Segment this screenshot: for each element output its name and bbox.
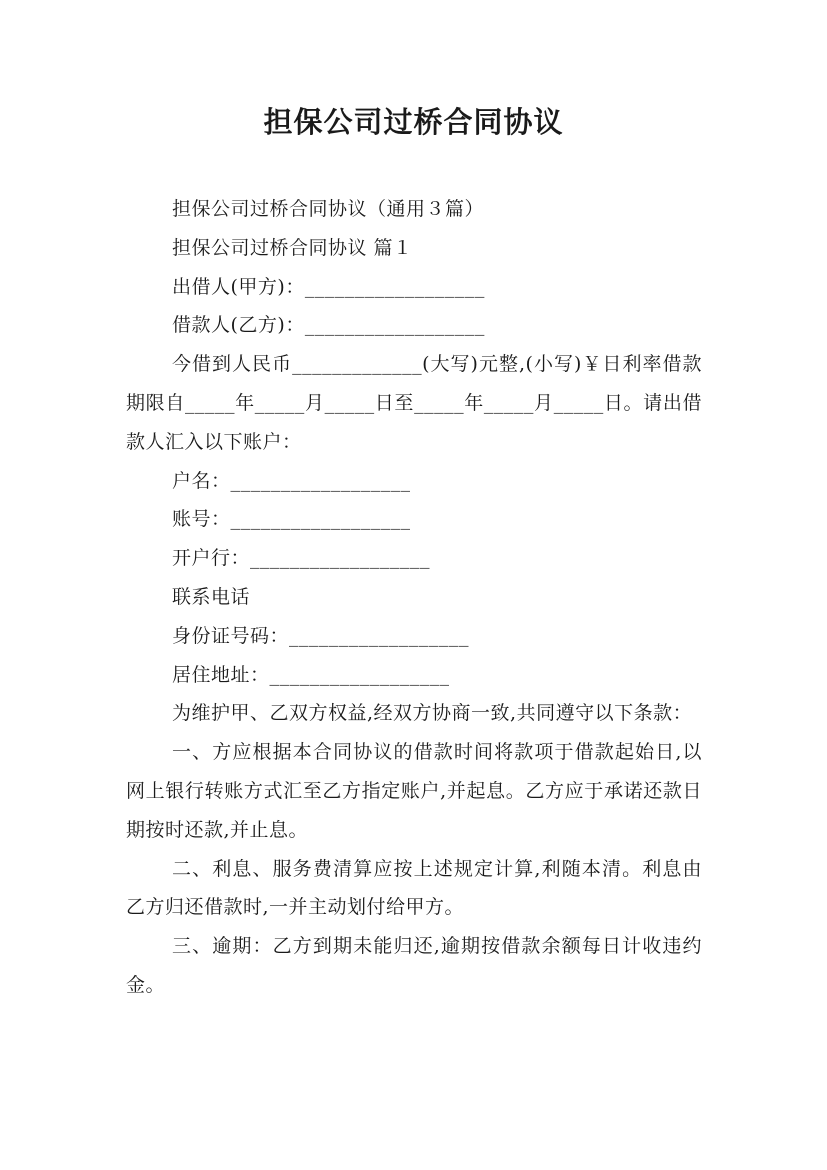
document-body [126,190,702,1005]
clause-2: 二、利息、服务费清算应按上述规定计算,利随本清。利息由乙方归还借款时,一并主动划付给甲方。 [126,857,702,919]
address-field: 居住地址：__________________ [172,663,450,686]
bank-field: 开户行：__________________ [172,547,431,570]
borrower-field: 借款人(乙方)：__________________ [172,314,485,337]
clause-1: 一、方应根据本合同协议的借款时间将款项于借款起始日,以网上银行转账方式汇至乙方指定账户,并起息。乙方应于承诺还款日期按时还款,并止息。 [126,741,702,841]
section-heading: 担保公司过桥合同协议 篇１ [172,236,413,259]
account-number-field: 账号：__________________ [172,508,411,531]
id-number-field: 身份证号码：__________________ [172,624,470,647]
document-title: 担保公司过桥合同协议 [263,105,564,139]
clause-3: 三、逾期：乙方到期未能归还,逾期按借款余额每日计收违约金。 [126,935,702,996]
phone-field: 联系电话 [172,585,251,608]
document-subtitle: 担保公司过桥合同协议（通用３篇） [172,198,485,220]
account-name-field: 户名：__________________ [172,469,411,492]
agreement-paragraph: 为维护甲、乙双方权益,经双方协商一致,共同遵守以下条款： [172,702,693,725]
lender-field: 出借人(甲方)：__________________ [172,275,485,298]
loan-paragraph: 今借到人民币_____________(大写)元整,(小写)￥日利率借款期限自_____年_____月_____日至_____年_____月_____日。请出借款人汇入以下账户： [126,353,702,453]
